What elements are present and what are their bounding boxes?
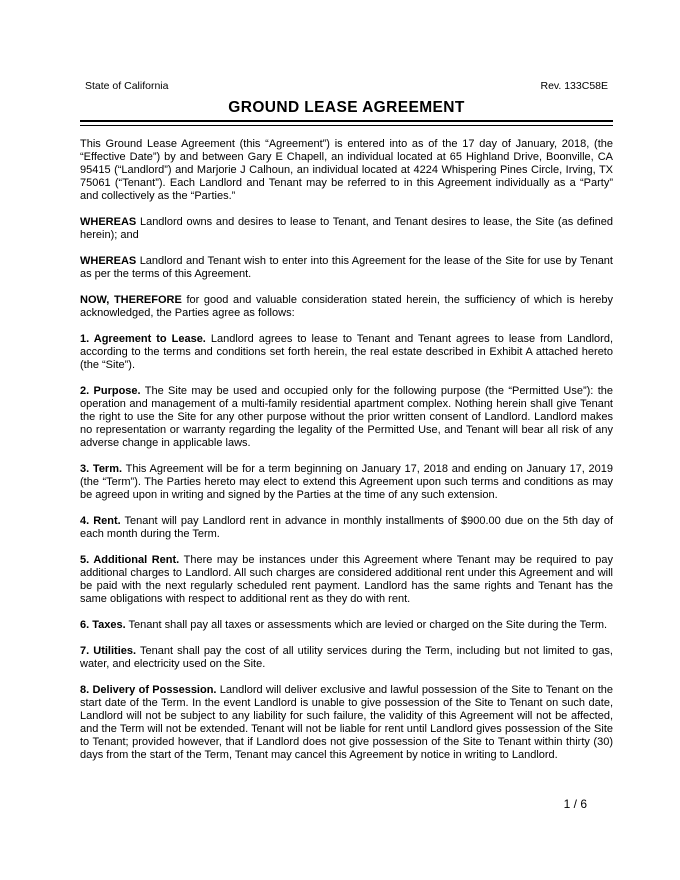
section-1-agreement-to-lease	[80, 333, 613, 372]
document-title: GROUND LEASE AGREEMENT	[228, 99, 465, 116]
section-heading: 4. Rent.	[80, 515, 121, 527]
section-4-rent	[80, 515, 613, 541]
section-text: The Site may be used and occupied only for the following purpose (the “Permitted Use”): the operation and management of a multi-family residential apartment complex. Nothing herein shall give Tenant the right to use the Site for any other purpose without the prior written consent of Landlord. Landlord makes no representation or warranty regarding the legality of the Permitted Use, and Tenant will bear all risk of any adverse change in applicable laws.	[80, 385, 613, 449]
section-5-additional-rent	[80, 554, 613, 606]
paragraph-text: This Ground Lease Agreement (this “Agreement”) is entered into as of the 17 day of January, 2018, (the “Effective Date”) by and between Gary E Chapell, an individual located at 65 Highland Drive, Boonville, CA 95415 (“Landlord”) and Marjorie J Calhoun, an individual located at 4224 Whispering Pines Circle, Irving, TX 75061 (“Tenant”). Each Landlord and Tenant may be referred to in this Agreement individually as a “Party” and collectively as the “Parties.”	[80, 138, 613, 202]
section-text: Tenant will pay Landlord rent in advance in monthly installments of $900.00 due on the 5th day of each month during the Term.	[80, 515, 613, 540]
section-3-term	[80, 463, 613, 502]
section-7-utilities	[80, 645, 613, 671]
clause-lead: WHEREAS	[80, 255, 137, 267]
whereas-clause-1	[80, 216, 613, 242]
paragraph-text: Landlord and Tenant wish to enter into this Agreement for the lease of the Site for use by Tenant as per the terms of this Agreement.	[80, 255, 613, 280]
section-heading: 1. Agreement to Lease.	[80, 333, 206, 345]
section-heading: 2. Purpose.	[80, 385, 141, 397]
document-header	[80, 80, 613, 92]
whereas-clause-2	[80, 255, 613, 281]
section-text: There may be instances under this Agreement where Tenant may be required to pay additional charges to Landlord. All such charges are considered additional rent under this Agreement and will be paid with the next regularly scheduled rent payment. Landlord has the same rights and Tenant has the same obligations with respect to additional rent as they do with rent.	[80, 554, 613, 605]
section-heading: 6. Taxes.	[80, 619, 126, 631]
preamble-paragraph	[80, 138, 613, 203]
clause-lead: NOW, THEREFORE	[80, 294, 182, 306]
section-text: Landlord will deliver exclusive and lawful possession of the Site to Tenant on the start date of the Term. In the event Landlord is unable to give possession of the Site to Tenant on such date, Landlord will not be subject to any liability for such failure, the validity of this Agreement will not be affected, and the Term will not be extended. Tenant will not be liable for rent until Landlord gives possession of the Site to Tenant; provided however, that if Landlord does not give possession of the Site to Tenant within thirty (30) days from the start of the Term, Tenant may cancel this Agreement by notice in writing to Landlord.	[80, 684, 613, 761]
section-text: Tenant shall pay the cost of all utility services during the Term, including but not limited to gas, water, and electricity used on the Site.	[80, 645, 613, 670]
section-2-purpose	[80, 385, 613, 450]
paragraph-text: Landlord owns and desires to lease to Tenant, and Tenant desires to lease, the Site (as defined herein); and	[80, 216, 613, 241]
section-6-taxes	[80, 619, 613, 632]
revision-label: Rev. 133C58E	[540, 80, 608, 92]
section-heading: 7. Utilities.	[80, 645, 137, 657]
document-body	[80, 138, 613, 775]
section-text: Tenant shall pay all taxes or assessments which are levied or charged on the Site during the Term.	[128, 619, 608, 631]
page-number: 1 / 6	[563, 797, 587, 811]
title-divider	[80, 121, 613, 126]
state-label: State of California	[85, 80, 169, 92]
section-heading: 8. Delivery of Possession.	[80, 684, 217, 696]
section-heading: 3. Term.	[80, 463, 123, 475]
section-text: Landlord agrees to lease to Tenant and Tenant agrees to lease from Landlord, according to the terms and conditions set forth herein, the real estate described in Exhibit A attached hereto (the “Site”).	[80, 333, 614, 371]
section-heading: 5. Additional Rent.	[80, 554, 180, 566]
section-8-delivery-of-possession	[80, 684, 613, 762]
section-text: This Agreement will be for a term beginning on January 17, 2018 and ending on January 17, 2019 (the “Term”). The Parties hereto may elect to extend this Agreement upon such terms and conditions as may be agreed upon in writing and signed by the Parties at the time of any such extension.	[80, 463, 614, 501]
now-therefore-clause	[80, 294, 613, 320]
paragraph-text: for good and valuable consideration stated herein, the sufficiency of which is hereby acknowledged, the Parties agree as follows:	[80, 294, 613, 319]
title-block	[80, 99, 613, 121]
clause-lead: WHEREAS	[80, 216, 137, 228]
